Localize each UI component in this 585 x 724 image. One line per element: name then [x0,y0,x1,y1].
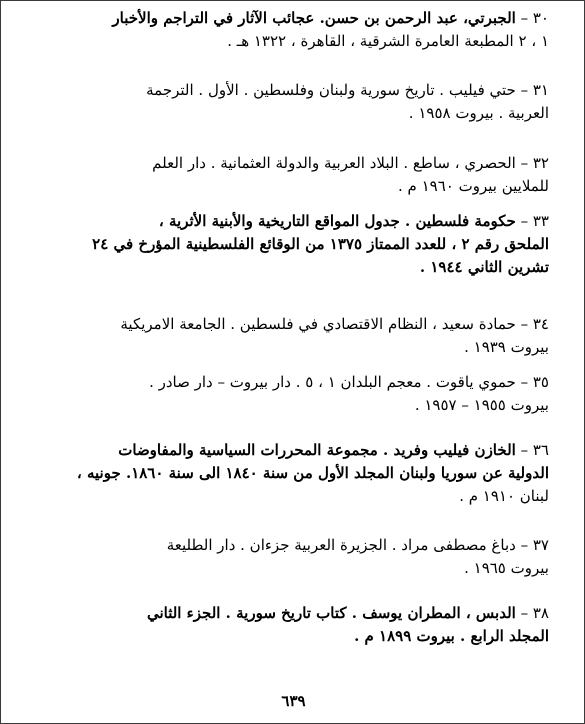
bibliography-entry-30 [37,7,549,79]
entry-number: ٣٥ – [520,373,549,391]
page-number: ٦٣٩ [281,692,306,710]
entry-line: المجلد الرابع . بيروت ١٨٩٩ م . [354,627,549,645]
entry-line: للملايين بيروت ١٩٦٠ م . [398,177,549,195]
bibliography-entry-33 [37,210,549,313]
entry-line: حموي ياقوت . معجم البلدان ١ ، ٥ . دار بيروت – دار صادر . [149,373,516,391]
entry-line: الدولية عن سوريا ولبنان المجلد الأول من سنة ١٨٤٠ الى سنة ١٨٦٠. جونيه ، [76,464,549,482]
entry-number: ٣٧ – [520,536,549,554]
entry-line: الملحق رقم ٢ ، للعدد الممتاز ١٣٧٥ من الوقائع الفلسطينية المؤرخ في ٢٤ [92,235,549,253]
entry-line: الحصري ، ساطع . البلاد العربية والدولة العثمانية . دار العلم [152,154,516,172]
entry-line: حمادة سعيد ، النظام الاقتصادي في فلسطين . الجامعة الامريكية [120,315,516,333]
entry-line: تشرين الثاني ١٩٤٤ . [419,258,549,276]
entry-number: ٣١ – [520,81,549,99]
entry-number: ٣٦ – [520,441,549,459]
entry-number: ٣٨ – [520,604,549,622]
entry-line: دباغ مصطفى مراد . الجزيرة العربية جزءان . دار الطليعة [166,536,516,554]
entry-line: حكومة فلسطين . جدول المواقع التاريخية والأبنية الأثرية ، [158,212,516,230]
entry-line: حتي فيليب . تاريخ سورية ولبنان وفلسطين . الأول . الترجمة [146,81,516,99]
entry-line: بيروت ١٩٦٥ . [464,559,549,577]
entry-line: بيروت ١٩٥٥ – ١٩٥٧ . [414,396,549,414]
entry-number: ٣٠ – [520,9,549,27]
entry-line: الجبرتي، عبد الرحمن بن حسن. عجائب الآثار في التراجم والأخبار [112,9,516,27]
bibliography-entry-37 [37,534,549,602]
bibliography-entry-36 [37,439,549,534]
entry-number: ٣٢ – [520,154,549,172]
bibliography-entry-35 [37,371,549,439]
entry-number: ٣٣ – [520,212,549,230]
entry-line: العربية . بيروت ١٩٥٨ . [408,104,549,122]
bibliography-entry-38 [37,602,549,667]
bibliography-entry-32 [37,152,549,210]
entry-line: الدبس ، المطران يوسف . كتاب تاريخ سورية . الجزء الثاني [146,604,516,622]
entry-line: ١ ، ٢ المطبعة العامرة الشرقية ، القاهرة ، ١٣٢٢ هـ . [227,32,549,50]
entry-line: لبنان ١٩١٠ م . [459,487,549,505]
entry-number: ٣٤ – [520,315,549,333]
bibliography-list [37,7,549,667]
bibliography-entry-34 [37,313,549,371]
entry-line: بيروت ١٩٣٩ . [464,338,549,356]
entry-line: الخازن فيليب وفريد . مجموعة المحررات السياسية والمفاوضات [118,441,516,459]
bibliography-entry-31 [37,79,549,152]
